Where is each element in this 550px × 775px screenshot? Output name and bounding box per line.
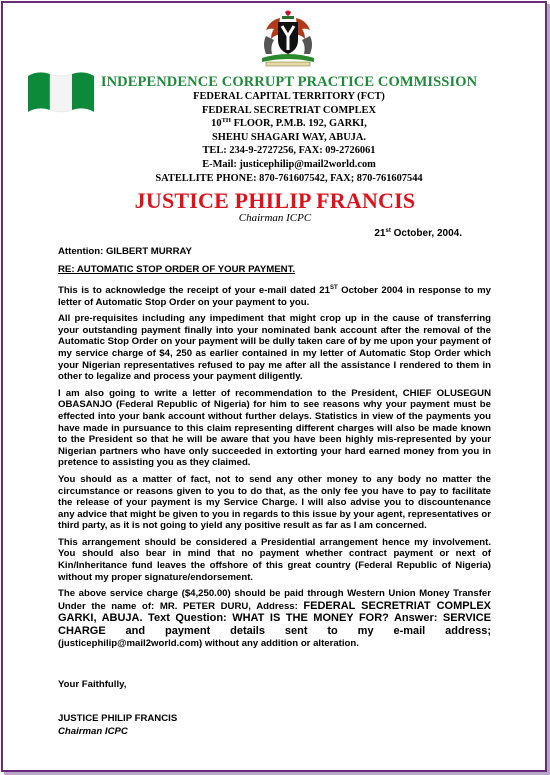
telephone-line: TEL: 234-9-2727256, FAX: 09-2726061 (202, 145, 376, 157)
signature-title: Chairman ICPC (58, 726, 128, 737)
paragraph: All pre-requisites including any impediment that might crop up in the cause of transferring your outstanding payment finally into your nominated bank account after the removal of the Automatic Stop Order on your payment will be dully taken care of by me upon your payment of my service charge of $4, 250 as earlier contained in my letter of Automatic Stop Order which your Nigerian representatives refused to pay me after all the assistance I rendered to them in other to legalize and process your payment diligently. (58, 313, 491, 383)
signature-name: JUSTICE PHILIP FRANCIS (58, 713, 178, 724)
subject-line: RE: AUTOMATIC STOP ORDER OF YOUR PAYMENT. (58, 264, 296, 275)
address-line: FEDERAL SECRETRIAT COMPLEX (202, 104, 376, 116)
paragraph: The above service charge ($4,250.00) should be paid through Western Union Money Transfer Under the name of: MR. PETER DURU, Address: FEDERAL SECRETRIAT COMPLEX GARKI, ABUJA. Text Question: WHAT IS THE MONEY FOR? Answer: SERVICE CHARGE and payment details sent to my e-mail address; (justicephilip@mail2world.com) without any addition or alteration. (58, 588, 492, 649)
email-line: E-Mail: justicephilip@mail2world.com (202, 158, 376, 170)
address-line: FEDERAL CAPITAL TERRITORY (FCT) (193, 91, 385, 102)
paragraph: I am also going to write a letter of recommendation to the President, CHIEF OLUSEGUN OBASANJO (Federal Republic of Nigeria) for him to see reasons why your payment must be effected into your bank account without further delays. Statistics in view of the payments you have made in pursuance to this claim representing different charges will also be made known to the President so that he will be aware that you have been highly mis-represented by your Nigerian partners who have only succeeded in extorting your hard earned money from you in pretence to assisting you as they claimed. (58, 387, 491, 469)
letter-body (58, 285, 491, 654)
organization-name: INDEPENDENCE CORRUPT PRACTICE COMMISSION (100, 74, 478, 90)
coat-of-arms-icon (252, 8, 324, 68)
address-line: 10TH FLOOR, P.M.B. 192, GARKI, (211, 117, 367, 130)
attention-line: Attention: GILBERT MURRAY (58, 246, 192, 257)
closing: Your Faithfully, (58, 679, 127, 690)
sender-title: Chairman ICPC (238, 212, 312, 224)
nigeria-flag-icon (26, 70, 96, 114)
letterhead (96, 74, 482, 185)
sender-name-heading: JUSTICE PHILIP FRANCIS (134, 188, 416, 213)
paragraph: You should as a matter of fact, not to send any other money to any body no matter the circumstance or reasons given to you to do that, as the only fee you have to pay to facilitate the release of your payment is my Service Charge. I will also advise you to discountenance any advice that might be given to you in regards to this issue by your agent, representatives or third party, as it is not going to yield any positive result as far as I am concerned. (58, 473, 491, 532)
address-line: SHEHU SHAGARI WAY, ABUJA. (211, 131, 367, 143)
satellite-phone-line: SATELLITE PHONE: 870-761607542, FAX; 870-761607544 (155, 172, 423, 184)
paragraph: This arrangement should be considered a Presidential arrangement hence my involvement. You should also bear in mind that no payment whether contract payment or next of Kin/Inheritance fund leaves the offshore of this great country (Federal Republic of Nigeria) without my proper signature/endorsement. (58, 536, 491, 583)
letter-date: 21st October, 2004. (374, 228, 462, 239)
paragraph: This is to acknowledge the receipt of your e-mail dated 21ST October 2004 in response to my letter of Automatic Stop Order on your payment to you. (58, 285, 491, 308)
